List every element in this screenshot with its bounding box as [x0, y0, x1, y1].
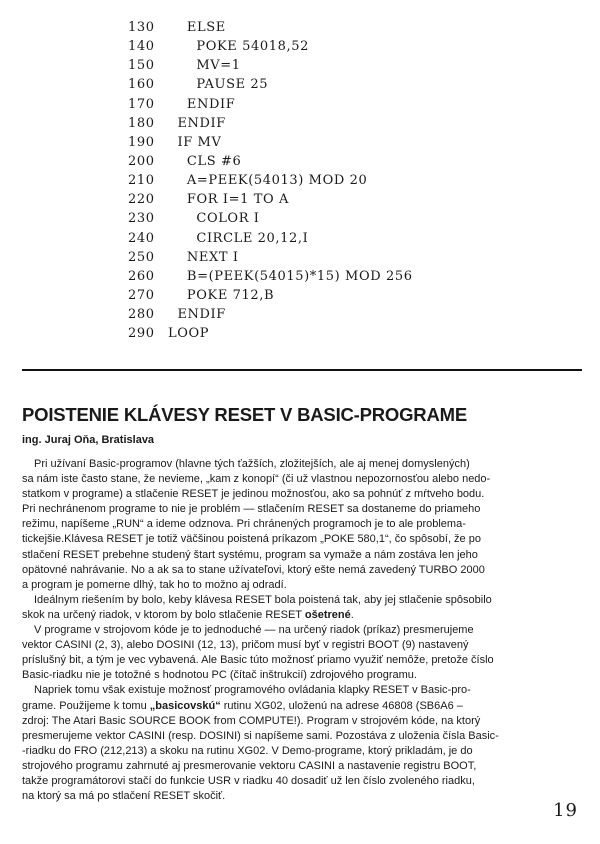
body-text: presmerujeme vektor CASINI (resp. DOSINI) si napíšeme sami. Pozostáva z uloženia čísla Basic-: [22, 729, 499, 742]
emphasis-text: „basicovskú“: [149, 699, 221, 712]
code-line: [128, 248, 413, 267]
code-statement: ELSE: [168, 20, 226, 35]
body-text: Ideálnym riešením by bolo, keby klávesa RESET bola poistená tak, aby jej stlačenie spôsobilo: [34, 593, 492, 606]
line-number: 200: [128, 153, 155, 169]
code-line: [128, 190, 413, 209]
body-text: -riadku do FRO (212,213) a skoku na rutinu XG02. V Demo-programe, ktorý prikladám, je do: [22, 744, 473, 757]
code-statement: IF MV: [168, 134, 222, 150]
code-statement: A=PEEK(54013) MOD 20: [168, 173, 368, 189]
body-text: zdroj: The Atari Basic SOURCE BOOK from COMPUTE!). Program v strojovém kóde, na ktorý: [22, 714, 481, 727]
code-statement: MV=1: [168, 58, 241, 74]
code-statement: ENDIF: [168, 307, 226, 323]
body-text: tickejšie.Klávesa RESET je totiž väčšinou poistená príkazom „POKE 580,1“, čo spôsobí, že po: [22, 533, 481, 546]
line-number: 150: [128, 58, 155, 74]
body-line: [22, 487, 499, 502]
code-line: [128, 37, 413, 56]
body-text: strojového programu zahrnuté aj presmerovanie vektoru CASINI a nastavenie registru BOOT,: [22, 759, 477, 772]
body-line: [22, 563, 499, 578]
code-line: [128, 133, 413, 152]
body-line: [22, 532, 499, 547]
code-line: [128, 56, 413, 75]
code-statement: PAUSE 25: [168, 77, 269, 93]
body-line: [22, 714, 499, 729]
line-number: 240: [128, 230, 155, 246]
code-line: [128, 305, 413, 324]
body-line: [22, 653, 499, 668]
code-line: [128, 95, 413, 114]
body-line: [22, 578, 499, 593]
body-text: režimu, napíšeme „RUN“ a ideme odznova. Pri chránených programoch je to ale problema-: [22, 518, 466, 531]
line-number: 130: [128, 20, 155, 35]
body-line: [22, 774, 499, 789]
line-number: 270: [128, 287, 155, 303]
body-text: V programe v strojovom kóde je to jednoduché — na určený riadok (príkaz) presmerujeme: [34, 624, 474, 637]
line-number: 280: [128, 307, 155, 323]
body-line: [22, 457, 499, 472]
basic-program-listing: [128, 18, 413, 343]
code-line: [128, 171, 413, 190]
body-text: Pri nechránenom programe to nie je problém — stlačením RESET sa dostaneme do priameho: [22, 503, 481, 516]
body-text: stlačení RESET prebehne studený štart systému, program sa vymaže a nám zostáva len jeho: [22, 548, 478, 561]
code-line: [128, 209, 413, 228]
body-line: [22, 638, 499, 653]
body-line: [22, 683, 499, 698]
code-statement: ENDIF: [168, 96, 236, 112]
code-statement: B=(PEEK(54015)*15) MOD 256: [168, 268, 413, 284]
article-title: POISTENIE KLÁVESY RESET V BASIC-PROGRAME: [22, 404, 467, 425]
code-statement: LOOP: [168, 326, 210, 342]
body-text: Pri užívaní Basic-programov (hlavne tých ťažších, zložitejších, ale aj menej domyslených): [34, 458, 470, 470]
line-number: 190: [128, 134, 155, 150]
body-text: sa nám iste často stane, že nevieme, „kam z konopí“ (či už vlastnou nepozornosťou alebo nedo-: [22, 473, 491, 486]
code-statement: FOR I=1 TO A: [168, 192, 290, 208]
line-number: 160: [128, 77, 155, 93]
body-text: príslušný bit, a tým je vec vybavená. Ale Basic túto možnosť priamo využiť nemôže, pretože číslo: [22, 654, 494, 667]
body-text: skok na určený riadok, v ktorom by bolo stlačenie RESET: [22, 608, 305, 621]
body-text: Napriek tomu však existuje možnosť programového ovládania klapky RESET v Basic-pro-: [34, 684, 471, 697]
line-number: 260: [128, 268, 155, 284]
code-line: [128, 18, 413, 37]
body-text: na ktorý sa má po stlačení RESET skočiť.: [22, 790, 226, 803]
line-number: 210: [128, 173, 155, 189]
line-number: 230: [128, 211, 155, 227]
line-number: 290: [128, 326, 155, 342]
line-number: 250: [128, 249, 155, 265]
body-text-tail: .: [350, 608, 354, 621]
code-statement: POKE 54018,52: [168, 39, 309, 55]
body-line: [22, 668, 499, 683]
code-line: [128, 267, 413, 286]
code-line: [128, 75, 413, 94]
body-line: [22, 623, 499, 638]
section-divider: [22, 369, 582, 371]
code-line: [128, 229, 413, 248]
code-statement: CLS #6: [168, 153, 242, 169]
body-line: [22, 789, 499, 804]
body-line: [22, 502, 499, 517]
body-line: [22, 699, 499, 714]
code-line: [128, 114, 413, 133]
body-text: takže programátorovi stačí do funkcie USR v riadku 40 dosadiť už len číslo zvoleného riadku,: [22, 774, 475, 787]
body-line: [22, 548, 499, 563]
code-line: [128, 152, 413, 171]
emphasis-text: ošetrené: [304, 608, 351, 621]
code-statement: ENDIF: [168, 115, 226, 131]
line-number: 220: [128, 192, 155, 208]
body-line: [22, 759, 499, 774]
body-line: [22, 472, 499, 487]
body-text-tail: rutinu XG02, uloženú na adrese 46808 (SB6A6 –: [220, 699, 463, 712]
code-statement: COLOR I: [168, 211, 260, 227]
body-text: statkom v programe) a stlačenie RESET je jedinou možnosťou, ako sa pohnúť z mŕtveho bodu.: [22, 488, 485, 501]
body-text: grame. Použijeme k tomu: [22, 699, 150, 712]
code-line: [128, 286, 413, 305]
body-text: a program je pomerne dlhý, tak ho to možno aj odradí.: [22, 578, 287, 591]
code-statement: CIRCLE 20,12,I: [168, 230, 309, 246]
body-text: vektor CASINI (2, 3), alebo DOSINI (12, 13), pričom musí byť v registri BOOT (9) nastavený: [22, 639, 469, 652]
body-line: [22, 593, 499, 608]
line-number: 140: [128, 39, 155, 55]
code-line: [128, 324, 413, 343]
body-line: [22, 744, 499, 759]
body-line: [22, 729, 499, 744]
article-author: ing. Juraj Oňa, Bratislava: [22, 434, 155, 446]
body-text: Basic-riadku nie je totožné s hodnotou PC (čítač inštrukcií) zdrojového programu.: [22, 669, 417, 682]
body-line: [22, 517, 499, 532]
code-statement: NEXT I: [168, 249, 239, 265]
body-line: [22, 608, 499, 623]
line-number: 180: [128, 115, 155, 131]
page-number: 19: [553, 800, 578, 821]
code-statement: POKE 712,B: [168, 287, 275, 303]
body-text: opätovné nahrávanie. No a ak sa to stane užívateľovi, ktorý ešte nemá zavedený TURBO 2000: [22, 563, 485, 576]
line-number: 170: [128, 96, 155, 112]
article-body: [22, 457, 499, 804]
